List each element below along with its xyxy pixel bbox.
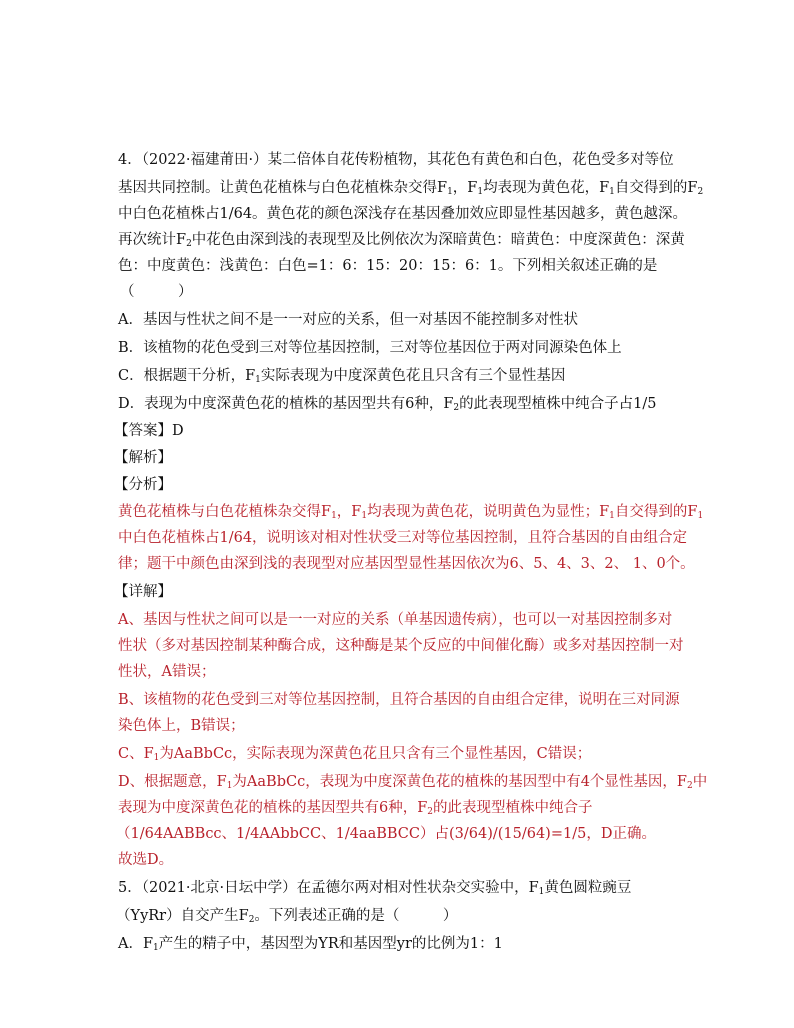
jiexi-label <box>114 448 694 468</box>
detail-b-line-2 <box>118 716 698 736</box>
subscript: 1 <box>153 753 160 763</box>
subscript: 1 <box>609 511 615 521</box>
q4-option-d <box>118 394 698 414</box>
detail-b-line-1 <box>118 690 698 710</box>
detail-c-line <box>118 744 698 764</box>
subscript: 2 <box>686 781 693 791</box>
option-text: C．根据题干分析，F <box>118 368 256 384</box>
q4-header-text: 4．（2022·福建莆田·）某二倍体自花传粉植物，其花色有黄色和白色，花色受多对等位 <box>118 152 674 168</box>
answer-label <box>114 421 694 441</box>
subscript: 2 <box>453 403 460 413</box>
detail-text: B、该植物的花色受到三对等位基因控制，且符合基因的自由组合定律，说明在三对同源 <box>118 692 680 708</box>
detail-d-line-1 <box>118 772 708 792</box>
q4-stem-text: 自交得到的F <box>614 180 698 196</box>
detail-text: C、F <box>118 746 154 762</box>
analysis-text: 自交得到的F <box>614 504 698 520</box>
detail-a-line-2 <box>118 636 698 656</box>
q4-stem-text: 均表现为黄色花，F <box>483 180 610 196</box>
detail-text: （1/64AABBcc、1/4AAbbCC、1/4aaBBCC）占(3/64)/(15/64)=1/5，D正确。 <box>116 826 656 842</box>
q4-header <box>118 150 698 170</box>
analysis-text: 中白色花植株占1/64，说明该对相对性状受三对等位基因控制，且符合基因的自由组合定 <box>118 530 688 546</box>
option-text: 实际表现为中度深黄色花且只含有三个显性基因 <box>260 368 566 384</box>
subscript: 2 <box>427 807 434 817</box>
q4-option-b <box>118 338 698 358</box>
answer-blank: （ ） <box>120 284 193 300</box>
section-label: 【分析】 <box>114 477 172 493</box>
subscript: 2 <box>186 239 192 249</box>
detail-a-line-3 <box>118 662 698 682</box>
analysis-text: ，F <box>336 504 362 520</box>
detail-text: 的此表现型植株中纯合子 <box>433 800 593 816</box>
q4-stem-text: 基因共同控制。让黄色花植株与白色花植株杂交得F <box>118 180 448 196</box>
subscript: 1 <box>447 187 453 197</box>
detail-text: 为AaBbCc，实际表现为深黄色花且只含有三个显性基因，C错误； <box>159 746 592 762</box>
analysis-line-2 <box>118 528 698 548</box>
q4-stem-line-4 <box>118 230 698 250</box>
q4-stem-text: 中花色由深到浅的表现型及比例依次为深暗黄色：暗黄色：中度深黄色：深黄 <box>191 232 685 248</box>
q5-header-text: 黄色圆粒豌豆 <box>544 880 632 896</box>
q5-option-a <box>118 934 698 954</box>
q4-option-c <box>118 366 698 386</box>
subscript: 1 <box>361 511 368 521</box>
analysis-line-1 <box>118 502 704 522</box>
detail-text: 性状，A错误； <box>118 664 216 680</box>
option-text: A．F <box>118 936 154 952</box>
q5-line-2 <box>116 906 696 926</box>
option-text: A．基因与性状之间不是一一对应的关系，但一对基因不能控制多对性状 <box>118 312 578 328</box>
detail-conclusion <box>118 850 698 870</box>
detail-text: 故选D。 <box>118 852 174 868</box>
q4-stem-line-5 <box>118 256 698 276</box>
detail-d-line-2 <box>118 798 698 818</box>
answer-text: 【答案】D <box>114 423 184 439</box>
analysis-line-3 <box>118 554 698 574</box>
q4-stem-text: ，F <box>452 180 478 196</box>
detail-text: 表现为中度深黄色花的植株的基因型共有6种，F <box>118 800 428 816</box>
q5-header <box>118 878 698 898</box>
subscript: 2 <box>697 187 704 197</box>
detail-text: D、根据题意，F <box>118 774 227 790</box>
subscript: 1 <box>153 943 159 953</box>
subscript: 1 <box>331 511 337 521</box>
section-label: 【详解】 <box>114 584 172 600</box>
q4-stem-line-3 <box>118 204 698 224</box>
analysis-text: 律；题干中颜色由深到浅的表现型对应基因型显性基因依次为6、5、4、3、2、 1、0个。 <box>118 556 695 572</box>
q4-stem-text: 再次统计F <box>118 232 187 248</box>
fenxi-label <box>114 475 694 495</box>
detail-a-line-1 <box>118 610 698 630</box>
analysis-text: 均表现为黄色花，说明黄色为显性；F <box>367 504 610 520</box>
q5-header-text: 5．（2021·北京·日坛中学）在孟德尔两对相对性状杂交实验中，F <box>118 880 539 896</box>
q4-option-a <box>118 310 698 330</box>
subscript: 1 <box>226 781 233 791</box>
subscript: 2 <box>248 915 255 925</box>
detail-text: 中 <box>692 774 708 790</box>
detail-text: 染色体上，B错误； <box>118 718 245 734</box>
q4-stem-text: 中白色花植株占1/64。黄色花的颜色深浅存在基因叠加效应即显性基因越多，黄色越深。 <box>118 206 688 222</box>
q4-answer-blank <box>120 282 700 302</box>
xiangjie-label <box>114 582 694 602</box>
option-text: B．该植物的花色受到三对等位基因控制，三对等位基因位于两对同源染色体上 <box>118 340 622 356</box>
q5-stem-text: 。下列表述正确的是（ ） <box>254 908 458 924</box>
q4-stem-line-2 <box>118 178 704 198</box>
option-text: 的此表现型植株中纯合子占1/5 <box>459 396 657 412</box>
subscript: 1 <box>477 187 484 197</box>
analysis-text: 黄色花植株与白色花植株杂交得F <box>118 504 332 520</box>
subscript: 1 <box>697 511 704 521</box>
detail-text: A、基因与性状之间可以是一一对应的关系（单基因遗传病），也可以一对基因控制多对 <box>118 612 673 628</box>
option-text: D．表现为中度深黄色花的植株的基因型共有6种，F <box>118 396 454 412</box>
option-text: 产生的精子中，基因型为YR和基因型yr的比例为1：1 <box>158 936 503 952</box>
subscript: 1 <box>255 375 261 385</box>
q5-stem-text: （YyRr）自交产生F <box>116 908 249 924</box>
detail-text: 性状（多对基因控制某种酶合成，这种酶是某个反应的中间催化酶）或多对基因控制一对 <box>118 638 684 654</box>
q4-stem-text: 色：中度黄色：浅黄色：白色=1：6：15：20：15：6：1。下列相关叙述正确的是 <box>118 258 658 274</box>
subscript: 1 <box>538 887 545 897</box>
section-label: 【解析】 <box>114 450 172 466</box>
subscript: 1 <box>609 187 615 197</box>
detail-d-line-3 <box>116 824 696 844</box>
detail-text: 为AaBbCc，表现为中度深黄色花的植株的基因型中有4个显性基因，F <box>232 774 687 790</box>
